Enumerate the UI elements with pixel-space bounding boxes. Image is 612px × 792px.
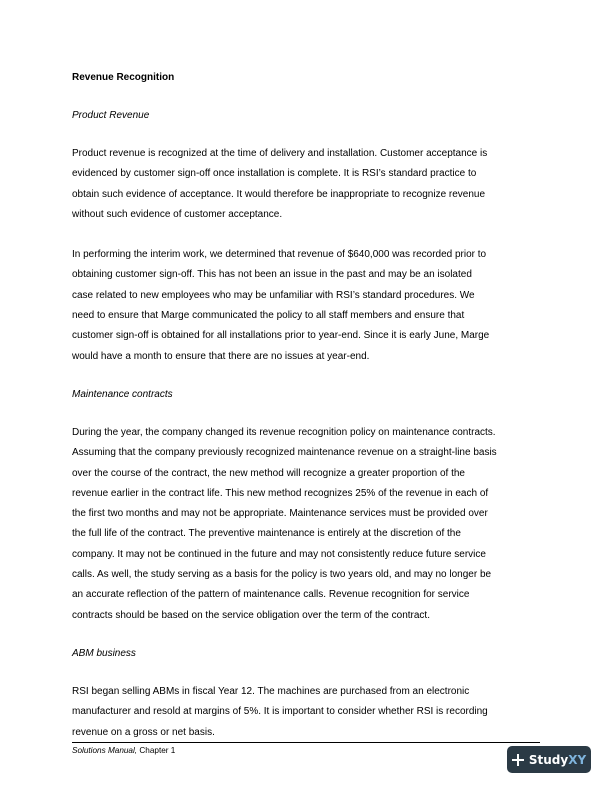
paragraph: During the year, the company changed its revenue recognition policy on maintenance contracts. Assuming that the company previously recognized maintenance revenue on a straight-line basis over the course of the contract, the new method will recognize a greater proportion of the revenue earlier in the contract life. This new method recognizes 25% of the revenue in each of the first two months and may not be appropriate. Maintenance services must be provided over the full life of the contract. The preventive maintenance is entirely at the discretion of the company. It may not be continued in the future and may not consistently reduce future service calls. As well, the study serving as a basis for the policy is two years old, and may no longer be an accurate reflection of the pattern of maintenance calls. Revenue recognition for service contracts should be based on the service obligation over the term of the contract. — [72, 426, 497, 621]
page-footer — [72, 742, 540, 756]
paragraph: RSI began selling ABMs in fiscal Year 12. The machines are purchased from an electronic manufacturer and resold at margins of 5%. It is important to consider whether RSI is recording revenue on a gross or net basis. — [72, 685, 488, 738]
brand-name: Study — [528, 752, 569, 767]
footer-chapter: Chapter 1 — [137, 746, 176, 755]
footer-text — [72, 746, 540, 756]
page-title: Revenue Recognition — [72, 72, 175, 83]
section-title-product-revenue: Product Revenue — [72, 110, 150, 121]
section-title-maintenance-contracts: Maintenance contracts — [72, 388, 173, 400]
studyxy-logo[interactable] — [507, 746, 591, 773]
section-title-abm-business: ABM business — [72, 647, 136, 659]
brand-name-accent: XY — [568, 752, 587, 767]
paragraph: Product revenue is recognized at the time of delivery and installation. Customer acceptance is evidenced by customer sign-off once installation is complete. It is RSI’s standard practice to obtain such evidence of acceptance. It would therefore be inappropriate to recognize revenue without such evidence of customer acceptance. — [72, 148, 488, 220]
plus-icon — [512, 754, 524, 766]
paragraph: In performing the interim work, we determined that revenue of $640,000 was recorded prior to obtaining customer sign-off. This has not been an issue in the past and may be an isolated case related to new employees who may be unfamiliar with RSI’s standard procedures. We need to ensure that Marge communicated the policy to all staff members and ensure that customer sign-off is obtained for all installations prior to year-end. Since it is early June, Marge would have a month to ensure that there are no issues at year-end. — [72, 249, 490, 362]
footer-manual-title: Solutions Manual, — [72, 746, 138, 755]
page-content — [72, 72, 540, 743]
